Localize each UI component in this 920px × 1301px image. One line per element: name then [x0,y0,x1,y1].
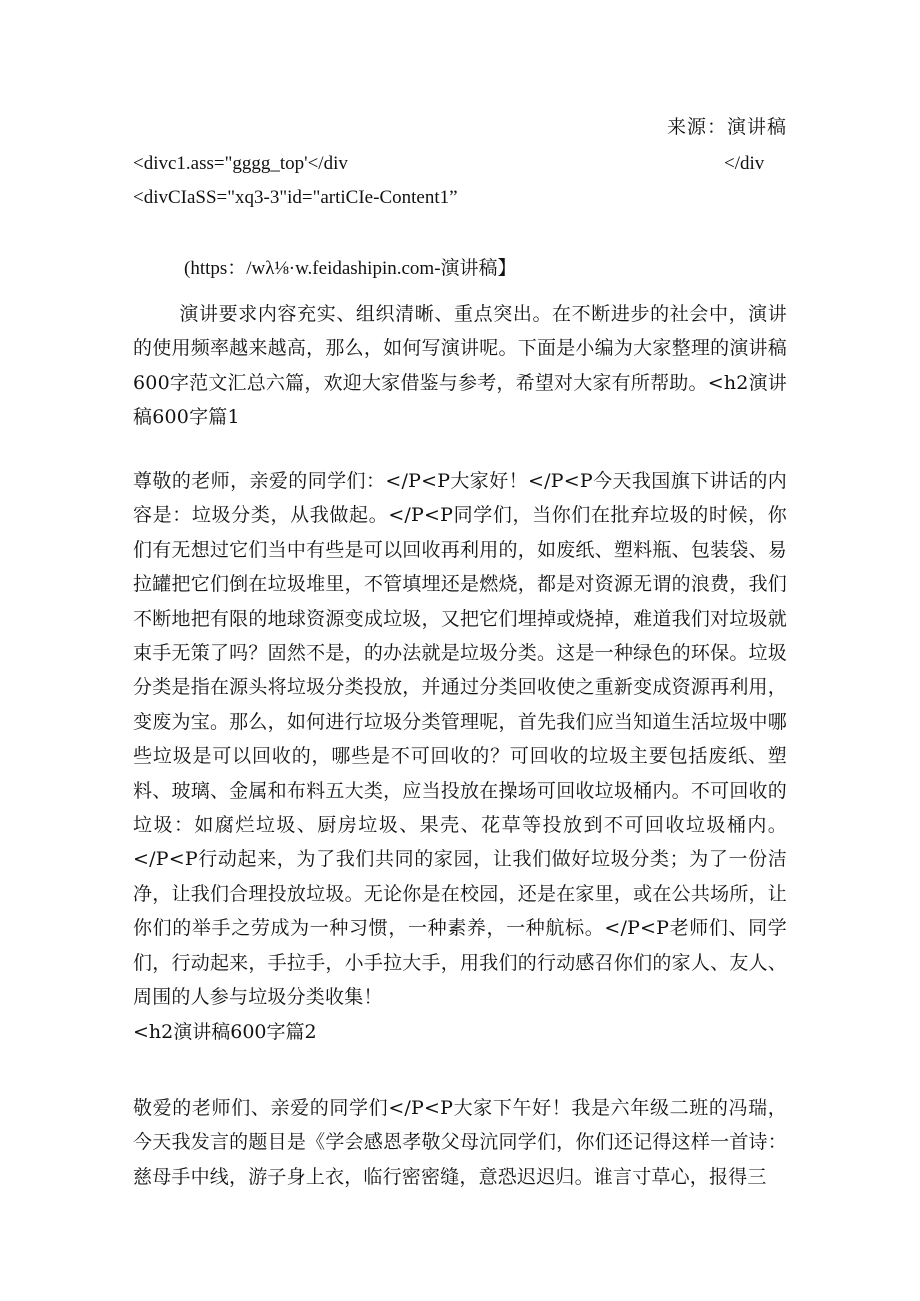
speech-2-text: 敬爱的老师们、亲爱的同学们</P<P大家下午好！我是六年级二班的冯瑞，今天我发言的题目是《学会感恩孝敬父母沆同学们，你们还记得这样一首诗：慈母手中线，游子身上衣，临行密密缝，意恐迟迟归。谁言寸草心，报得三 [133,1097,787,1188]
section-heading-2: <h2演讲稿600字篇2 [133,1021,317,1043]
source-line: 来源：演讲稿 [667,116,788,138]
speech-1-text: 尊敬的老师，亲爱的同学们：</P<P大家好！</P<P今天我国旗下讲话的内容是：垃圾分类，从我做起。</P<P同学们，当你们在批弃垃圾的时候，你们有无想过它们当中有些是可以回收再利用的，如废纸、塑料瓶、包装袋、易拉罐把它们倒在垃圾堆里，不管填埋还是燃烧，都是对资源无谓的浪费，我们不断地把有限的地球资源变成垃圾，又把它们埋掉或烧掉，难道我们对垃圾就束手无策了吗？固然不是，的办法就是垃圾分类。这是一种绿色的环保。垃圾分类是指在源头将垃圾分类投放，并通过分类回收使之重新变成资源再利用，变废为宝。那么，如何进行垃圾分类管理呢，首先我们应当知道生活垃圾中哪些垃圾是可以回收的，哪些是不可回收的？可回收的垃圾主要包括废纸、塑料、玻璃、金属和布料五大类，应当投放在操场可回收垃圾桶内。不可回收的垃圾：如腐烂垃圾、厨房垃圾、果壳、花草等投放到不可回收垃圾桶内。</P<P行动起来，为了我们共同的家园，让我们做好垃圾分类；为了一份洁净，让我们合理投放垃圾。无论你是在校园，还是在家里，或在公共场所，让你们的举手之劳成为一种习惯，一种素养，一种航标。</P<P老师们、同学们，行动起来，手拉手，小手拉大手，用我们的行动感召你们的家人、友人、周围的人参与垃圾分类收集！ [133,470,787,1009]
speech-1-paragraph [133,464,787,1015]
intro-text: 演讲要求内容充实、组织清晰、重点突出。在不断进步的社会中，演讲的使用频率越来越高，那么，如何写演讲呢。下面是小编为大家整理的演讲稿600字范文汇总六篇，欢迎大家借鉴与参考，希望对大家有所帮助。<h2演讲稿600字篇1 [133,303,787,429]
intro-paragraph [133,297,787,435]
html-code-line-1-right: </div [724,153,765,174]
source-url-line: (https：/wλ⅛·w.feidashipin.com-演讲稿】 [184,258,517,279]
html-code-line-2: <divCIaSS="xq3-3"id="artiCIe-Content1” [133,187,458,208]
html-code-line-1-left: <divc1.ass="gggg_top'</div [133,153,348,174]
speech-2-paragraph [133,1091,787,1194]
